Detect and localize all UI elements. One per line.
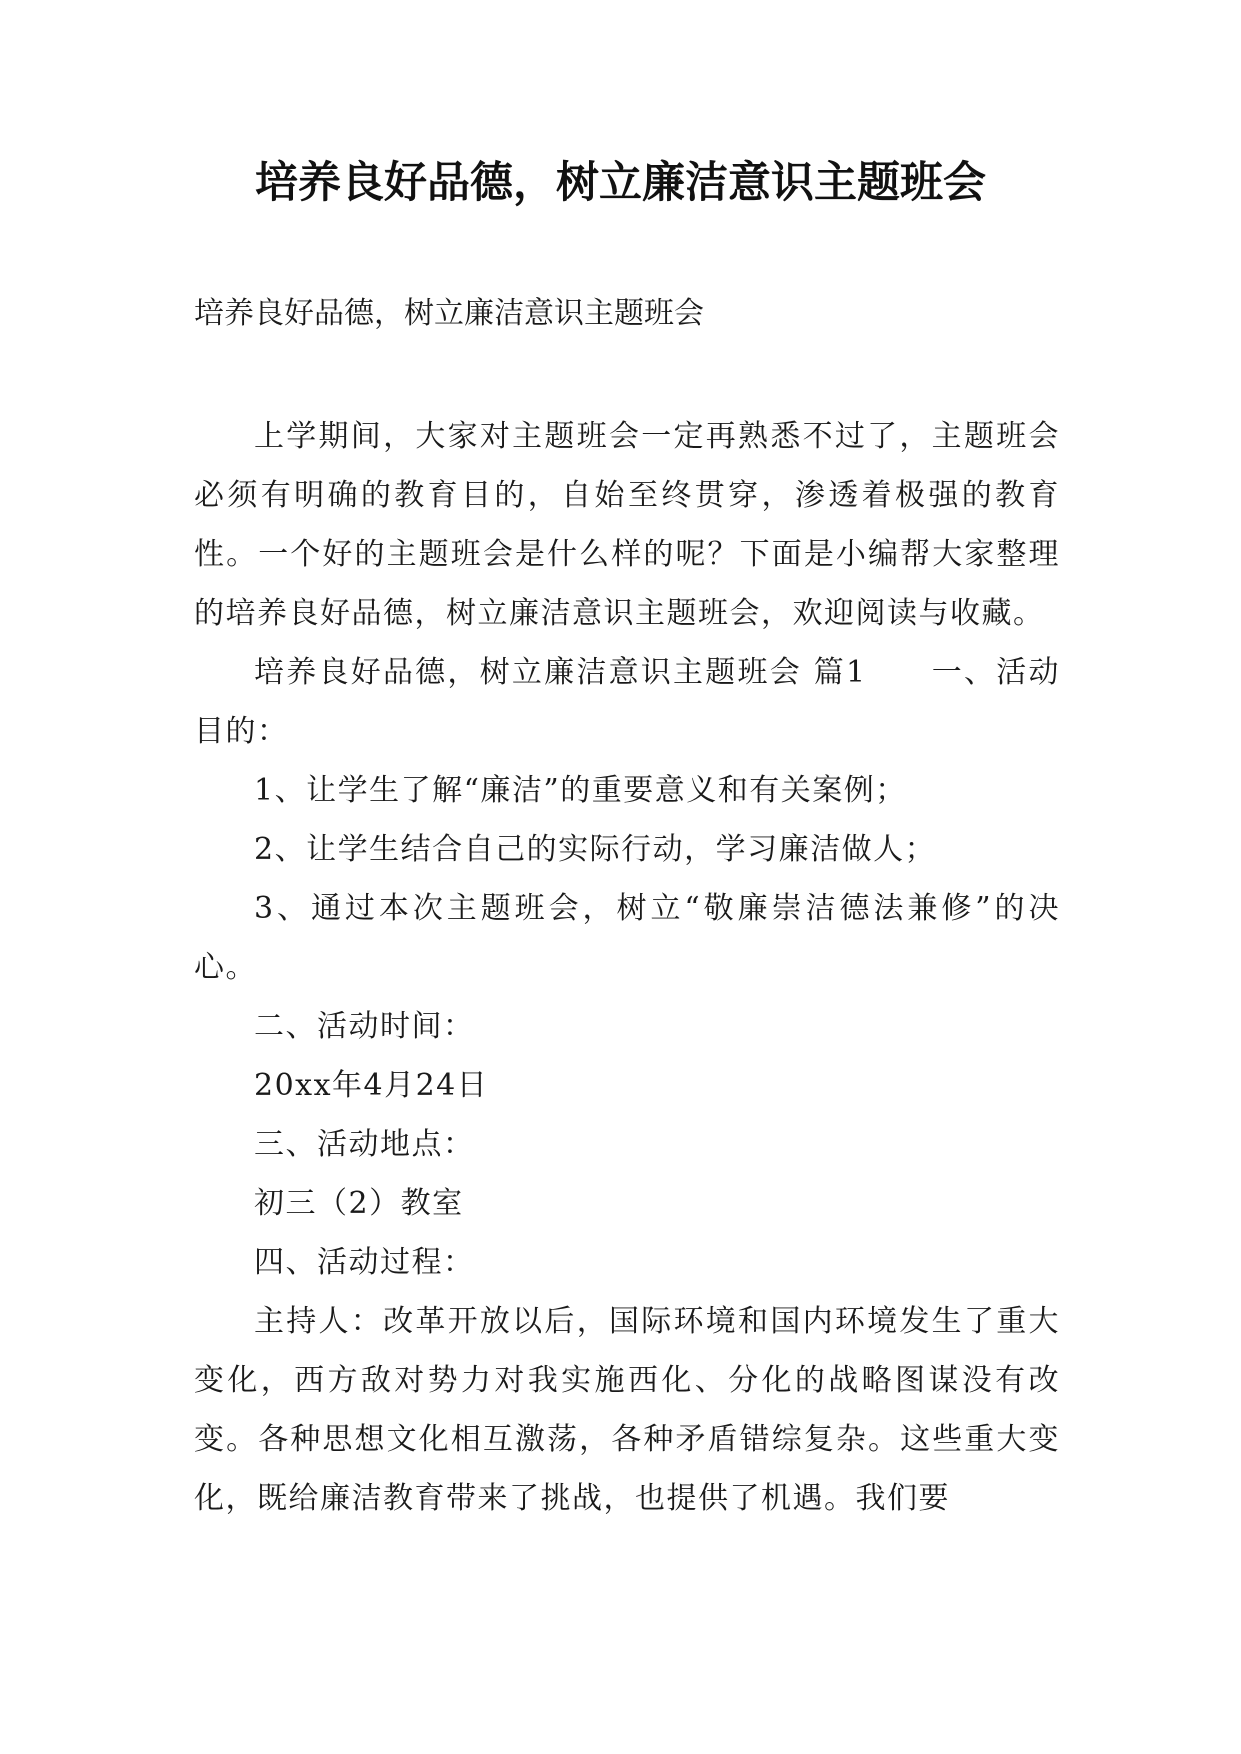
paragraph-place-heading: 三、活动地点： [254, 1127, 475, 1162]
paragraph-goal-2: 2、让学生结合自己的实际行动，学习廉洁做人； [254, 832, 937, 867]
paragraph-place-value: 初三（2）教室 [254, 1186, 464, 1221]
paragraph-section-heading: 培养良好品德，树立廉洁意识主题班会 篇1 一、活动目的： [194, 655, 1060, 749]
paragraph-process-heading: 四、活动过程： [254, 1245, 475, 1280]
paragraph-time-value: 20xx年4月24日 [254, 1068, 489, 1103]
paragraph-host: 主持人：改革开放以后，国际环境和国内环境发生了重大变化，西方敌对势力对我实施西化、分化的战略图谋没有改变。各种思想文化相互激荡，各种矛盾错综复杂。这些重大变化，既给廉洁教育带来了挑战，也提供了机遇。我们要 [194, 1304, 1060, 1516]
paragraph-goal-3: 3、通过本次主题班会，树立“敬廉崇洁德法兼修”的决心。 [194, 891, 1060, 985]
document-subtitle: 培养良好品德，树立廉洁意识主题班会 [194, 296, 704, 331]
paragraph-goal-1: 1、让学生了解“廉洁”的重要意义和有关案例； [254, 773, 907, 808]
paragraph-time-heading: 二、活动时间： [254, 1009, 475, 1044]
paragraph-intro: 上学期间，大家对主题班会一定再熟悉不过了，主题班会必须有明确的教育目的，自始至终贯穿，渗透着极强的教育性。一个好的主题班会是什么样的呢？下面是小编帮大家整理的培养良好品德，树立廉洁意识主题班会，欢迎阅读与收藏。 [194, 419, 1060, 631]
document-title: 培养良好品德，树立廉洁意识主题班会 [255, 158, 986, 208]
document-body [194, 407, 1060, 1528]
